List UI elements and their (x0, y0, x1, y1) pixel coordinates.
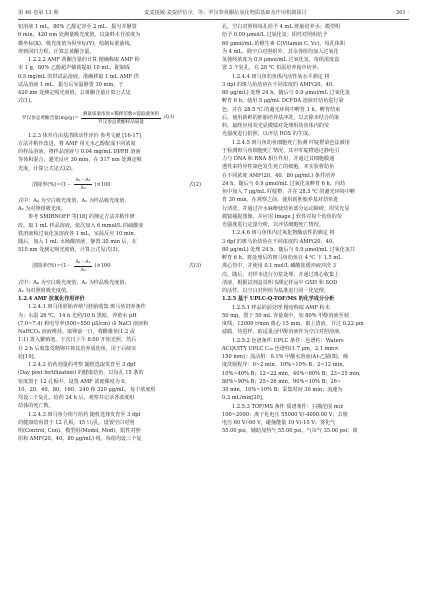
formula-2-denominator: A₀ (80, 186, 86, 192)
text-line: 均设三个复孔。给药 24 h 后，观察并记录各浓度组 (18, 395, 135, 401)
left-column (18, 23, 205, 444)
formula-2-post: )×100 (94, 181, 111, 188)
formula-3-numerator: A₁－A₂ (75, 260, 91, 265)
text-line: 验[19]。 (18, 353, 39, 360)
header-title: 麦麦提敏·麦提萨伍尔，等：罗汉参黄酮抗氧化物质基础及作用机制探讨 (144, 10, 307, 16)
text-line: 80%~90% B；25~26 min，90%~10% B；26~ (222, 378, 342, 385)
text-line: 力与 DNA 和 RNA 相互作用，并通过其细胞膜通 (222, 156, 335, 162)
section-heading: 1.2.4 AMF 抗氧化作用评价 (18, 296, 85, 302)
text-line: 1.2.4.6 斑马鱼体内过氧化物酶活性的测定 将 (232, 230, 335, 237)
formula-2-numerator: A₁－A₂ (75, 178, 91, 184)
right-column (222, 23, 409, 436)
formula-3-post: )×100 (94, 263, 111, 270)
text-line: 100~2000；离子化电压 55000 V/-4000.00 V；去簇 (222, 411, 348, 418)
text-line: 1.2.4.5 斑马鱼幼鱼细胞死亡检测 吖啶橙染色法被用 (232, 139, 350, 146)
text-line: (7.0~7.4) 和电导率(500~550 μS/cm) 由 NaCl 溶液和 (18, 320, 149, 327)
text-line: 24 h，随后与 0.9 μmol/mL 过氧化氢孵育 6 h。向幼 (222, 180, 346, 187)
text-line: 清液。根据试剂盒说明书测定样品中 GSH 和 SOD (222, 279, 338, 286)
text-line: 80 μg/mL) 处理 24 h。随后与 0.9 μmol/mL 过氧化氢 (222, 90, 350, 96)
text-line: 度洗脱程序：0~2 min，10%~10% B；2~12 min， (222, 362, 348, 369)
text-line: 度线，12000 r/min 离心 15 min，取上清液，并过 0.22 μm (222, 321, 364, 327)
text-line: 组(Control, Con)、模型组(Model, Mod)、阳性对照 (18, 428, 141, 434)
text-line: 末 1 g，80% 乙醇超声辅助提取 10 mL，配制成 (18, 65, 130, 72)
text-line: 密度置于 12 孔板中。设置 AMF 浓度梯度为 0、 (18, 378, 130, 385)
formula-3 (18, 255, 205, 279)
text-line: 改，取 1 mL 样品溶液，依次加入 6 mmol/L 的硫酸亚 (18, 222, 144, 229)
text-line: 10、20、40、80、160、240 和 320 μg/mL，每个浓度组 (18, 386, 156, 393)
text-line: 等体积混合，避光反应 30 min，在 517 nm 处测定吸 (18, 157, 142, 164)
text-line: 色，并在 28.5 ℃ 的避光环境中孵育 1 h。孵育结束 (222, 106, 341, 113)
text-line: 光强度进行定量分析，以评估细胞死亡情况。 (222, 222, 324, 228)
text-line: 得到回归方程，计算总黄酮含量。 (18, 48, 95, 55)
text-line: 1.2.4.3 斑马鱼分组与给药 随机选择发育至 3 dpf (28, 411, 141, 418)
left-text-a (18, 23, 205, 106)
running-header (18, 7, 409, 18)
formula-1-lhs: 罗汉参总黄酮含量(mg/g)＝ (22, 115, 79, 121)
formula-3-denominator: A₀ (80, 268, 86, 273)
header-page-number: · 361 · (392, 9, 409, 16)
text-line: 式(1)。 (18, 98, 36, 105)
text-line: 420 nm 处测定吸光度值，总黄酮含量计算公式见 (18, 90, 131, 96)
text-line: 透性来特异性染色发生死亡的细胞。本实验将幼鱼 (222, 164, 335, 171)
text-line: 孔。空白对照组每孔给予 4 mL 胚胎培养水；模型组 (222, 24, 341, 30)
formula-1 (18, 106, 205, 132)
text-line: 随后，加入 1 mL 水杨酸溶液，静置 30 min 后，在 (18, 239, 137, 245)
text-line: 幼体的死亡数。 (18, 403, 54, 410)
text-line: 行清洗，并通过冷水麻醉使幼鱼部分运动障碍。用荧光显 (222, 205, 350, 212)
text-line: 在不同浓度 AMF(20、40、80 μg/mL) 条件培养 (222, 172, 336, 179)
text-line: 于检测斑马鱼细胞死亡情况，其中吖啶橙通过静电引 (222, 147, 340, 154)
text-line: 微镜捕捉图像，并应用 Image J 软件对每个幼鱼的荧 (222, 213, 342, 220)
formula-2-fraction (74, 177, 93, 192)
text-line: 次。随后，对样本进行匀浆处理，并通过离心收集上 (222, 271, 340, 278)
text-line: 氢使终浓度为 0.9 μmol/mL 过氧化氢，每组浓度设 (222, 57, 340, 63)
text-line: 510 nm 处测定吸光度值，计算公式见式(3)。 (18, 247, 123, 254)
formula-2-tag: 式(2) (188, 181, 201, 188)
formula-1-numerator: 测量质量浓度×稀释倍数×提取液体积 (82, 112, 160, 117)
text-line: 为：水温 26 ℃，14 h 光照/10 h 黑暗，养殖水 pH (18, 312, 137, 319)
text-line: 1.2.2.2 AMF 黄酮含量的计算 精确称取 AMF 粉 (28, 57, 140, 63)
text-line: 1.2.3 体外自由基清除活性评价 参考文献 [16-17] (28, 132, 141, 139)
text-line: 光度，计算公式见式(2)。 (18, 165, 77, 172)
text-line: 1.2.4.2 给药剂量的考察 随机选取发育至 3 dpf (28, 362, 136, 368)
text-line: 料。最终应用荧光显微镜对处理组幼鱼体内的荧 (222, 123, 329, 129)
text-line: 0.3 mL/min[20]。 (222, 395, 267, 402)
text-line: 6 min，420 nm 处测量吸光度值。以染料木苷浓度为 (18, 32, 141, 39)
text-line: 方法并稍作改进，将 AMF 用无水乙醇配成不同浓度 (18, 140, 136, 147)
text-line: 参考 SMIRNOFF 等[18] 的测定方法并稍作修 (28, 214, 135, 221)
text-line: 式中：A₀ 为空白吸光度值，A₁ 为样品吸光度值， (18, 197, 130, 204)
text-line: 在 2 h 后收集受精卵并将其培养成幼鱼，用于后续实 (18, 345, 137, 352)
header-rule (18, 19, 409, 20)
text-line: 置 3 个复孔，在 28 ℃ 恒温培养箱中培养。 (222, 65, 322, 72)
text-line: 的健康幼鱼置于 12 孔板，15 只/孔。设置空白对照 (18, 419, 135, 426)
text-line: 离心管中，并使用 0.1 mol/L 磷酸盐缓冲液冲洗 3 (222, 263, 336, 270)
text-line: 50 mg，置于 50 mL 容量瓶中，加 80% 甲醇溶液至刻 (222, 312, 349, 319)
text-line: 铝溶液 1 mL，80% 乙醇定容至 2 mL，振匀并静置 (18, 24, 137, 30)
section-heading: 1.2.5 基于 UPLC-Q-TOF/MS 的化学成分分析 (222, 296, 335, 303)
text-line: 80 μg/mL) 处理 24 h，随后与 0.9 μmol/mL 过氧化氢共 (222, 246, 355, 253)
text-line: 给予 0.09 μmol/L 过氧化氢；阳性对照组给予 (222, 32, 328, 39)
text-line: 滤膜，待进样。取适量浸甲醇溶液作为空白对照溶液。 (222, 329, 345, 336)
right-text (222, 23, 409, 436)
text-line: 1.2.4.4 斑马鱼幼鱼体内活性氧水平测定 将 (232, 73, 330, 80)
text-line: 的样品溶液，将样品溶液与 0.04 mg/mL DPPH 溶液 (18, 149, 141, 155)
text-line: 1.2.4.1 斑马鱼胚胎养殖与胚胎收集 斑马鱼饲养条件 (28, 304, 146, 311)
formula-2 (18, 173, 205, 197)
text-line: 150 mm)；流动相：0.1% 甲酸水溶液(A)-乙腈(B)，梯 (222, 354, 348, 360)
formula-1-fraction (81, 111, 162, 126)
text-line: 育 30 min。在观察之前，使用新胚胎养基对幼鱼进 (222, 197, 339, 204)
text-line: 电压 60 V/-60 V，碰撞能量 10 V/-10 V；雾化气 (222, 420, 336, 426)
text-line: 3 dpf 的斑马鱼幼鱼在不同浓度的 AMF(20、40、 (222, 81, 338, 88)
left-text-b (18, 132, 205, 173)
text-line: 0.5 mg/mL 的供试品溶液。准确移取 1 mL AMF 供 (18, 73, 139, 80)
formula-3-pre: (1－ (61, 263, 72, 270)
text-line: 1:1) 置入繁殖池，于次日上午 8:00 开始光照，然后 (18, 337, 137, 344)
text-line: 铁溶液和过氧化氢溶液各 1 mL，室温反应 10 min。 (18, 230, 139, 237)
text-line: 试品溶液 1 mL，振匀后室温静置 30 min，于 (18, 81, 124, 88)
text-line: 式中：A₀ 为空白吸光度值，A₁ 为样品吸光度值， (18, 279, 130, 286)
text-line: 鱼中加入 7 μg/mL 吖啶橙，并在 28.5 ℃ 的避光环境中孵 (222, 189, 356, 195)
text-line: 60 μmol/mL 的维生素 C(Vitamin C, Vc)，每孔体积 (222, 40, 345, 47)
text-line: 1.2.5.3 TOF/MS 条件 质谱条件：扫描范围 m/z (232, 403, 344, 410)
text-line: 组和 AMF(20、40、80 μg/mL) 组。每组均设三个复 (18, 436, 142, 443)
text-line: 后，使用新鲜的胚胎培养基冲洗，以去除未结合的染 (222, 114, 340, 121)
text-line: 30 min，10%~10% B；采集时间 30 min；流速为 (222, 387, 343, 393)
text-line: 的活性，以空白对照组为基准进行同一化处理。 (222, 288, 329, 294)
text-line: 横坐标(X)，吸光度值为纵坐标(Y)，绘制标准曲线， (18, 40, 135, 47)
text-line: 1.2.5.1 样品的前处理 精密称取 AMF 粉末 (232, 304, 330, 311)
formula-3-lhs: 清除率(%)＝ (32, 263, 62, 270)
text-line: NaHCO₃ 溶液维持。取卵前一日，将雌雄鱼(1:2 或 (18, 329, 135, 335)
left-text-c (18, 197, 205, 255)
formula-2-lhs: 清除率(%)＝ (32, 181, 62, 188)
formula-3-tag: 式(3) (188, 263, 201, 270)
left-text-d (18, 279, 205, 444)
text-line: ACQUITY UPLC C₁₈ 色谱柱(1.7 μm，2.1 mm× (222, 345, 339, 352)
formula-2-pre: (1－ (61, 181, 72, 188)
formula-1-tag: 式(1) (163, 115, 175, 121)
text-line: 1.2.5.2 色谱条件 UPLC 条件：色谱柱：Waters (232, 337, 344, 344)
text-line: 3 dpf 的斑马鱼幼鱼在不同浓度的 AMF(20、40、 (222, 238, 338, 245)
text-line: 为 4 mL。除空白对照组外，其余各组均加入过氧化 (222, 48, 339, 55)
text-line: 孵育 6 h。将处理后的斑马鱼幼鱼在 4 ℃ 下 1.5 mL (222, 255, 342, 261)
formula-3-fraction (74, 259, 93, 274)
text-line: 10%~40% B；12~22 min，40%~80% B；23~25 min， (222, 370, 365, 377)
header-issue: 第 46 卷第 13 期 (18, 10, 59, 16)
text-line: A₂ 为对照组吸光度。 (18, 206, 67, 212)
text-line: 55.00 psi，辅助加热气 55.00 psi，气帘气 35.00 psi；离 (222, 428, 358, 435)
text-line: (Day post fertilization) 的健康幼鱼，以每孔 15 条的 (18, 370, 144, 377)
formula-1-denominator: 罗汉参总黄酮样品质量 (98, 120, 144, 125)
text-line: A₂ 为对照组吸光度值。 (18, 287, 72, 294)
text-line: 光强度进行拍照，以评估 ROS 的生成。 (222, 131, 314, 138)
text-line: 孵育 6 h。使用 5 μg/mL DCFDA 溶液对幼鱼进行染 (222, 98, 344, 105)
